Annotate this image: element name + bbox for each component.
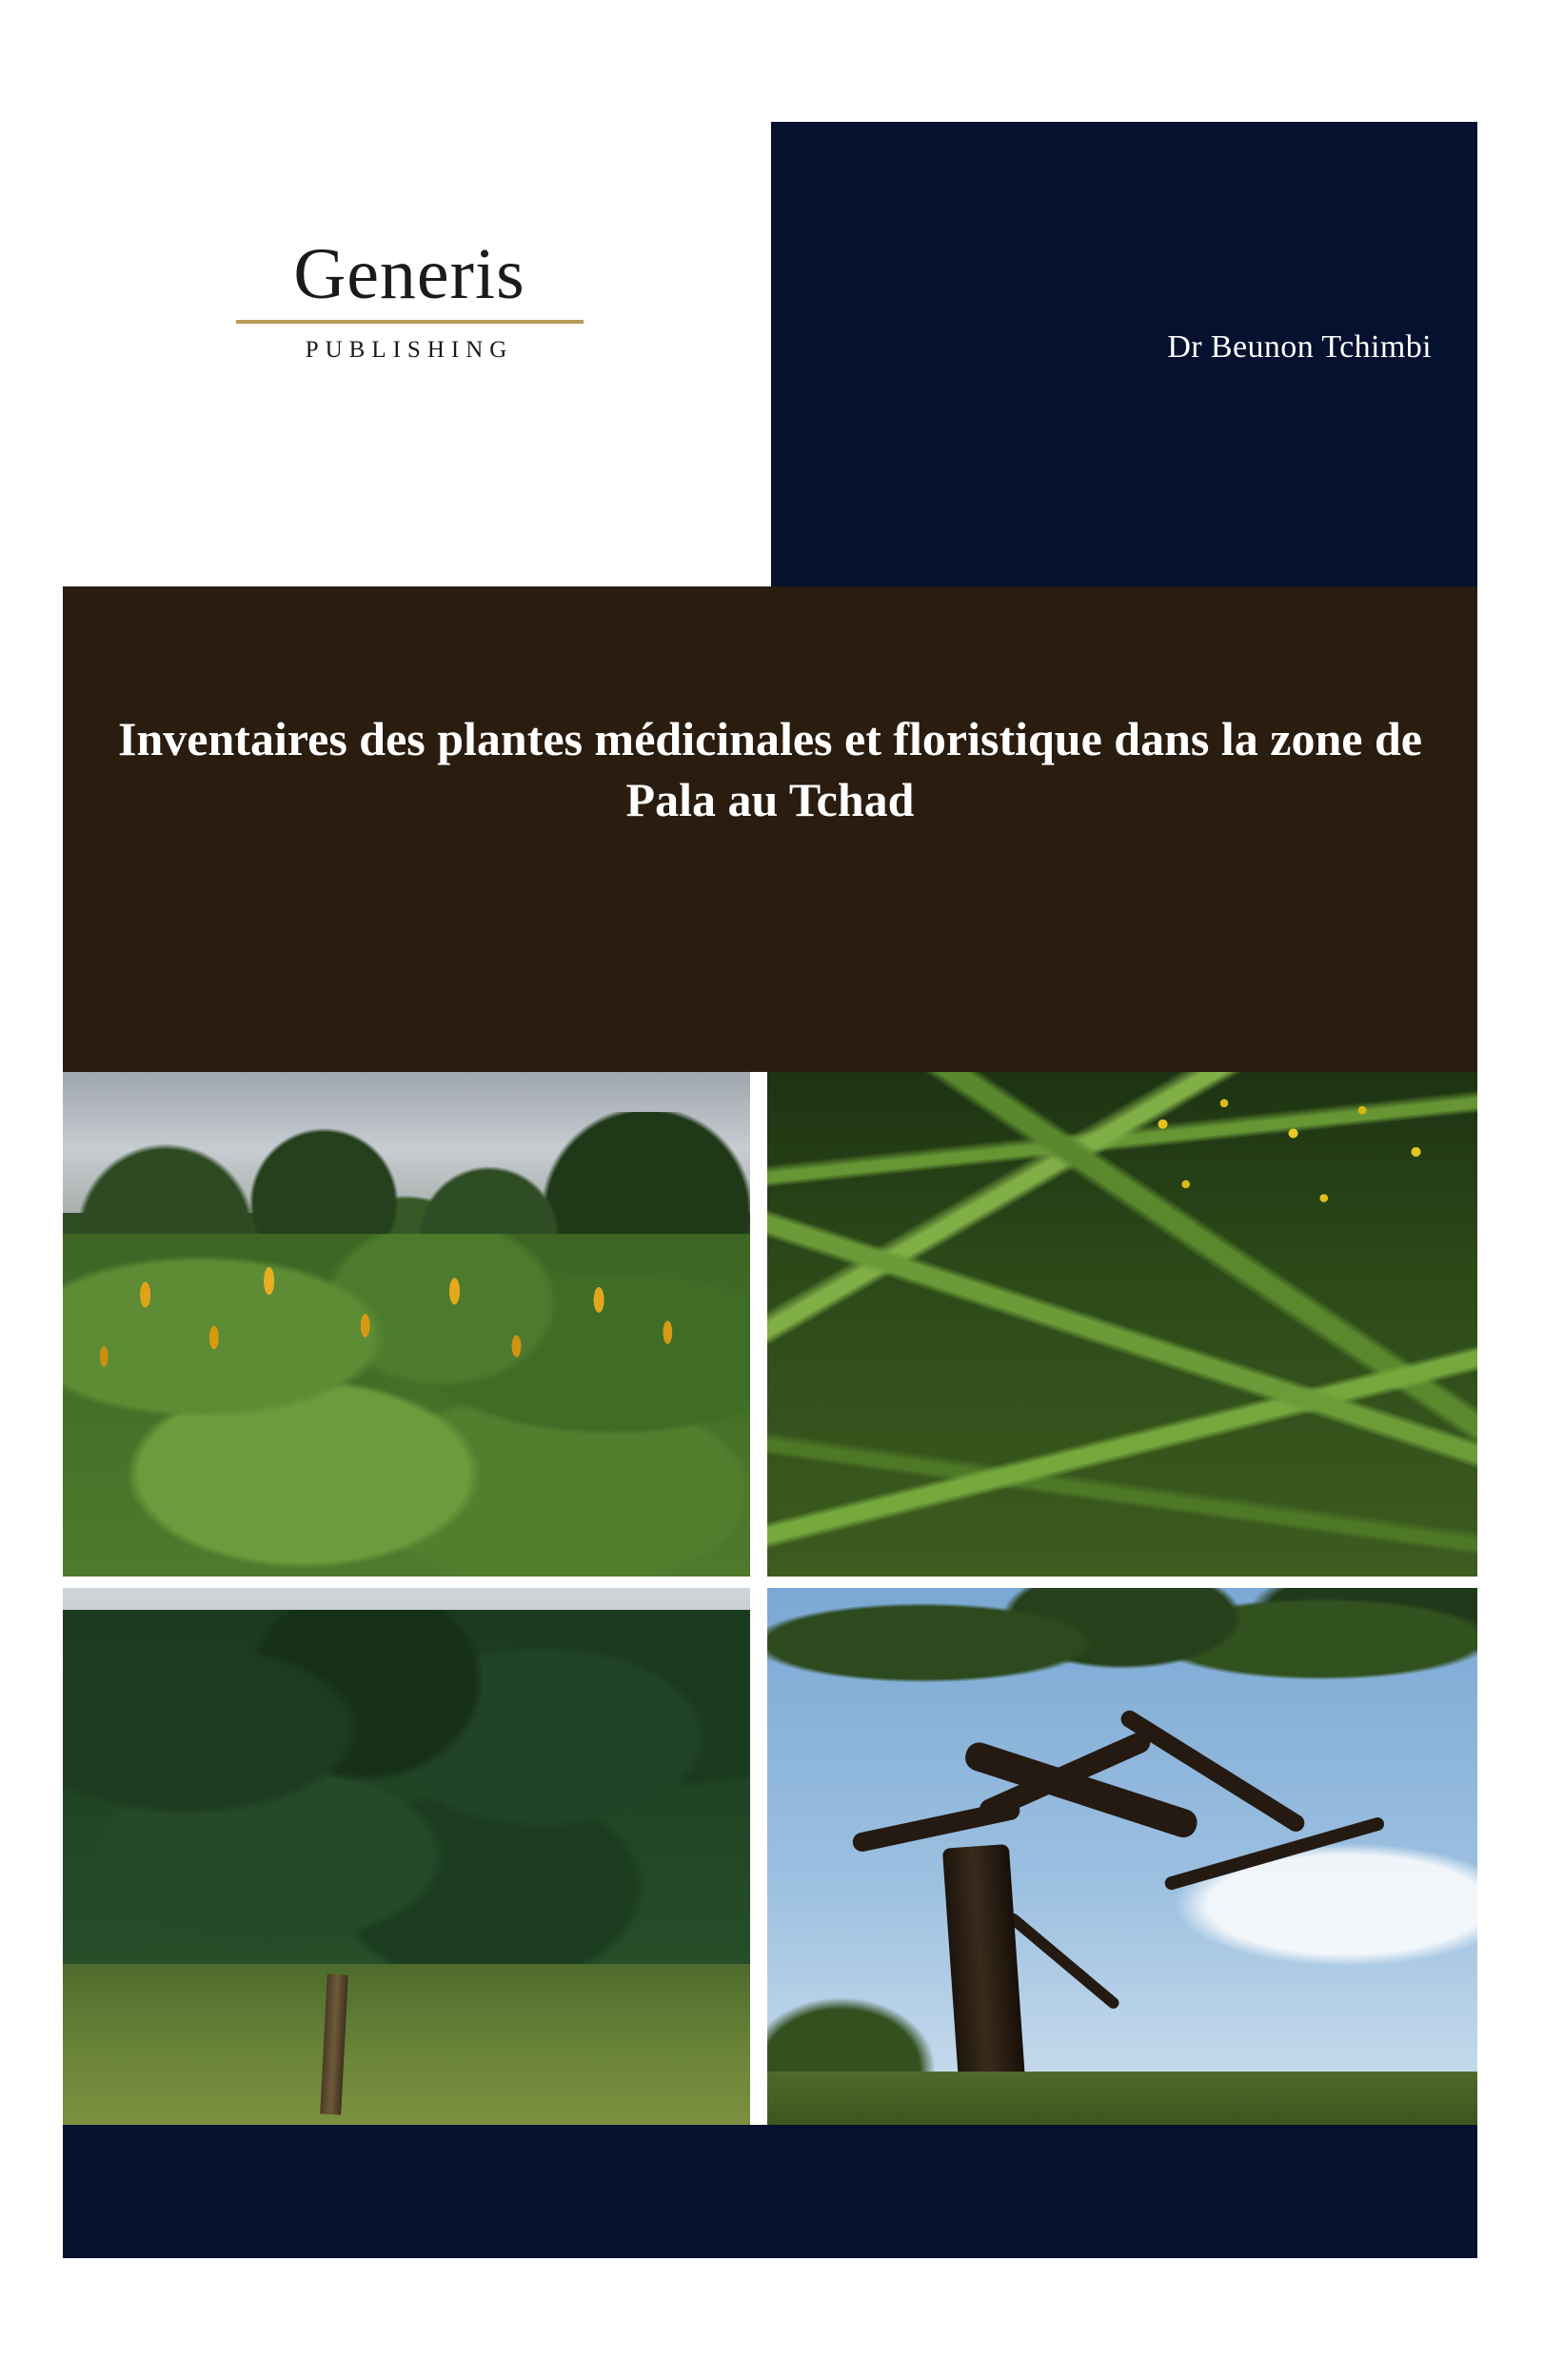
title-band	[63, 586, 1477, 1072]
photo1-yellow-flowers	[63, 1243, 750, 1415]
photo2-yellow-blossoms	[1094, 1082, 1477, 1315]
bottom-navy-band	[63, 2125, 1477, 2258]
cover-photo-grid	[63, 1072, 1477, 2125]
publisher-logo	[228, 234, 590, 364]
photo4-ground	[767, 2072, 1477, 2125]
logo-divider	[236, 320, 584, 324]
cover-photo-bottom-right	[767, 1588, 1477, 2125]
cover-photo-top-right	[767, 1072, 1477, 1577]
photo3-canopy	[63, 1610, 750, 2007]
publisher-tagline: PUBLISHING	[305, 337, 514, 363]
author-name: Dr Beunon Tchimbi	[1167, 329, 1432, 365]
cover-photo-top-left	[63, 1072, 750, 1577]
book-title: Inventaires des plantes médicinales et floristique dans la zone de Pala au Tchad	[118, 712, 1422, 826]
publisher-name: Generis	[293, 234, 525, 314]
photo3-grass	[63, 1964, 750, 2125]
photo4-cloud	[1151, 1835, 1477, 1974]
cover-photo-bottom-left	[63, 1588, 750, 2125]
author-block	[771, 122, 1477, 586]
